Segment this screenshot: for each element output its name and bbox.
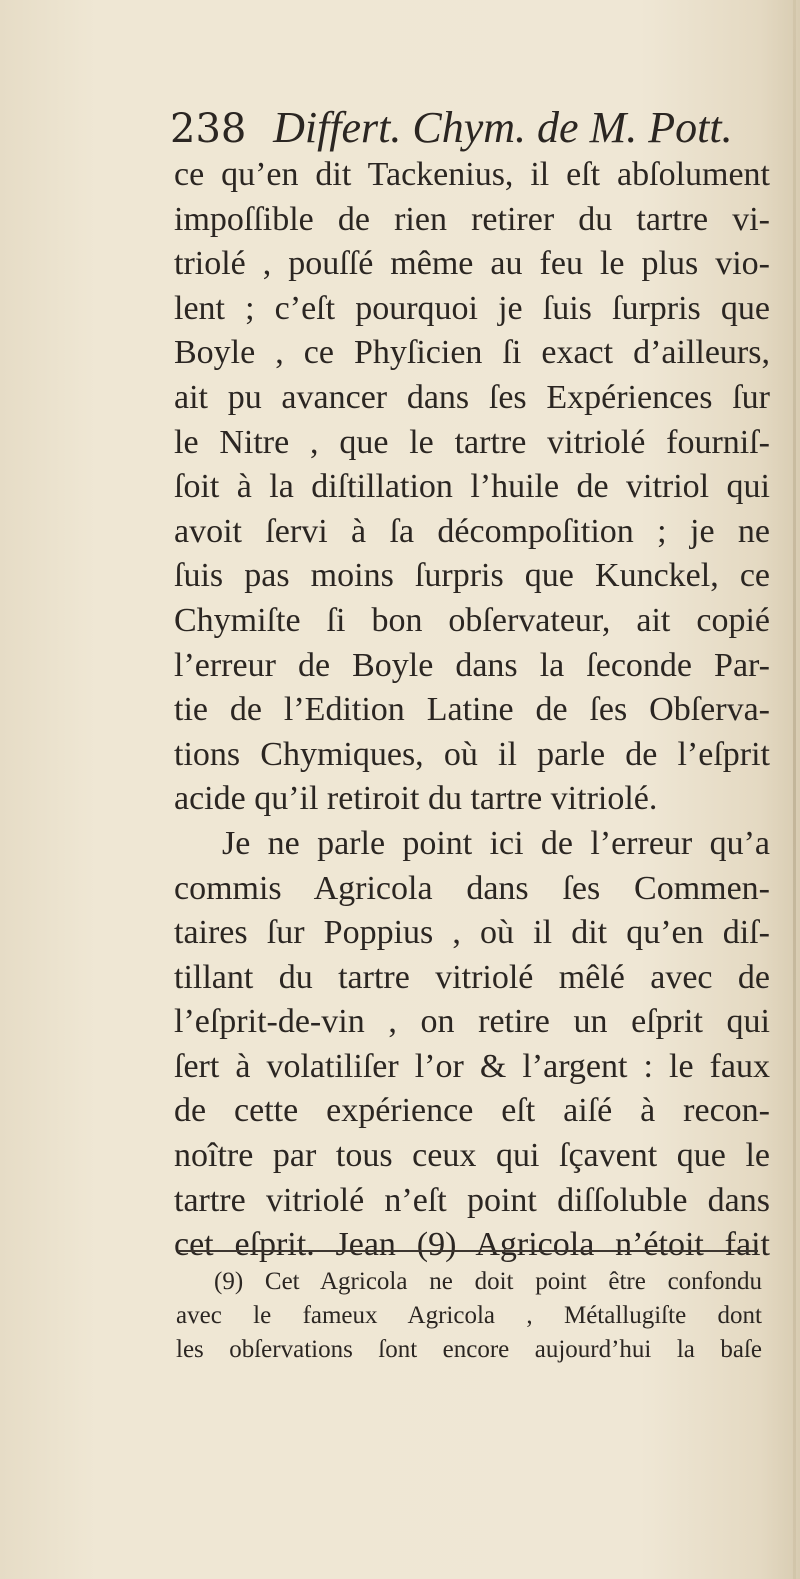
text-line: taires ſur Poppius , où il dit qu’en diſ- — [174, 914, 770, 952]
text-line: Chymiſte ſi bon obſervateur, ait copié — [174, 601, 770, 639]
text-line: ait pu avancer dans ſes Expériences ſur — [174, 378, 770, 416]
text-line: acide qu’il retiroit du tartre vitriolé. — [174, 780, 658, 818]
footnote-divider — [178, 1250, 758, 1252]
text-line: avoit ſervi à ſa décompoſition ; je ne — [174, 512, 770, 550]
text-line: tillant du tartre vitriolé mêlé avec de — [174, 958, 770, 996]
text-line: ſoit à la diſtillation l’huile de vitriol qui — [174, 468, 770, 506]
text-line: commis Agricola dans ſes Commen- — [174, 869, 770, 907]
text-line: ſert à volatiliſer l’or & l’argent : le faux — [174, 1047, 770, 1085]
footnote-line: (9) Cet Agricola ne doit point être confondu — [214, 1268, 762, 1295]
text-line: le Nitre , que le tartre vitriolé fourniſ- — [174, 423, 770, 461]
footnote — [176, 1265, 762, 1367]
running-title: Differt. Chym. de M. Pott. — [273, 103, 733, 152]
text-line: tartre vitriolé n’eſt point diſſoluble dans — [174, 1181, 770, 1219]
text-line: cet eſprit. Jean (9) Agricola n’étoit fait — [174, 1226, 770, 1264]
text-line: ce qu’en dit Tackenius, il eſt abſolument — [174, 156, 770, 193]
text-line: impoſſible de rien retirer du tartre vi- — [174, 200, 770, 238]
page-edge — [793, 0, 796, 1579]
text-line: lent ; c’eſt pourquoi je ſuis ſurpris que — [174, 289, 770, 327]
footnote-line: avec le fameux Agricola , Métallugiſte dont — [176, 1302, 762, 1329]
text-line: triolé , pouſſé même au feu le plus vio- — [174, 245, 770, 283]
text-line: Boyle , ce Phyſicien ſi exact d’ailleurs, — [174, 334, 770, 372]
footnote-line: les obſervations ſont encore aujourd’hui la baſe — [176, 1336, 762, 1363]
text-line: ſuis pas moins ſurpris que Kunckel, ce — [174, 557, 770, 595]
page-header — [170, 98, 770, 158]
page-number: 238 — [170, 106, 247, 152]
text-line: tions Chymiques, où il parle de l’eſprit — [174, 735, 770, 773]
text-line: tie de l’Edition Latine de ſes Obſerva- — [174, 691, 770, 729]
text-line: l’eſprit-de-vin , on retire un eſprit qui — [174, 1003, 770, 1041]
paragraph-start-line: Je ne parle point ici de l’erreur qu’a — [222, 824, 770, 862]
text-line: l’erreur de Boyle dans la ſeconde Par- — [174, 646, 770, 684]
text-line: de cette expérience eſt aiſé à recon- — [174, 1092, 770, 1130]
text-line: noître par tous ceux qui ſçavent que le — [174, 1137, 770, 1175]
body-text — [174, 153, 770, 1268]
